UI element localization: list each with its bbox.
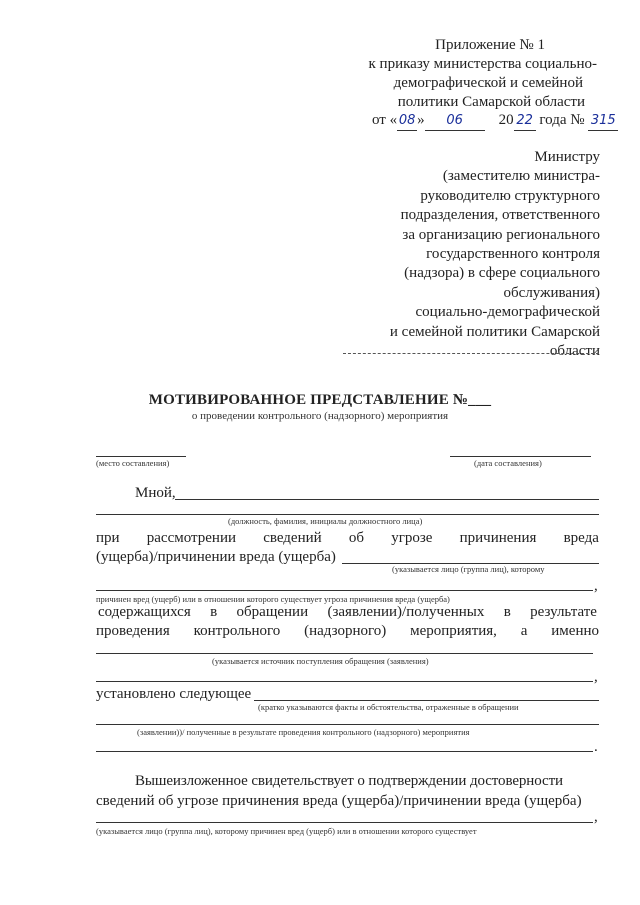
conclusion-blank-line (96, 822, 593, 823)
source-caption: (указывается источник поступления обращения (заявления) (212, 656, 429, 666)
word: результате (530, 604, 597, 620)
word: при (96, 530, 120, 546)
conclusion-line-2: сведений об угрозе причинения вреда (ущерба)/причинении вреда (ущерба) (96, 793, 582, 809)
word: (заявлении)/полученных (327, 604, 485, 620)
addressee-line: социально-демографической (415, 304, 600, 321)
addressee-block (390, 148, 600, 361)
word: (надзорного) (304, 623, 387, 639)
addressee-line: Министру (534, 149, 600, 165)
word: сведений (263, 530, 322, 546)
date-year-prefix: 20 (498, 112, 514, 128)
official-line-1 (175, 499, 599, 500)
appendix-line-1: Приложение № 1 (435, 37, 545, 53)
word: рассмотрении (146, 530, 236, 546)
comma-3: , (594, 809, 598, 825)
by-me-label: Мной, (135, 485, 176, 501)
word: а (520, 623, 528, 639)
addressee-line: области (549, 343, 600, 360)
person-caption: (указывается лицо (группа лиц), которому (392, 564, 545, 574)
word: контрольного (193, 623, 281, 639)
conclusion-line-1: Вышеизложенное свидетельствует о подтверждении достоверности (135, 773, 563, 789)
addressee-line: за организацию регионального (402, 226, 600, 243)
word: обращении (236, 604, 309, 620)
source-line-2 (96, 681, 593, 682)
facts-caption: (кратко указываются факты и обстоятельства, отраженные в обращении (258, 702, 519, 712)
date-day-handwritten: 08 (397, 112, 417, 131)
word: причинения (459, 530, 537, 546)
addressee-line: подразделения, ответственного (400, 207, 600, 224)
addressee-line: (надзора) в сфере социального (404, 265, 600, 282)
comma-2: , (594, 669, 598, 685)
place-line (96, 456, 186, 457)
word: именно (551, 623, 599, 639)
word: об (348, 530, 364, 546)
date-month-handwritten: 06 (425, 112, 485, 131)
date-year-handwritten: 22 (514, 112, 536, 131)
established-label: установлено следующее (96, 686, 252, 702)
source-line (96, 653, 593, 654)
date-caption: (дата составления) (474, 458, 542, 468)
date-mid: » (417, 112, 425, 128)
facts-line-2 (96, 724, 599, 725)
harm-subject-line (96, 590, 593, 591)
appendix-line-2: к приказу министерства социально- (368, 56, 597, 72)
word: в (503, 604, 511, 620)
addressee-line: обслуживания) (503, 284, 600, 301)
facts-line-3 (96, 751, 593, 752)
word: в (210, 604, 218, 620)
facts-line (254, 700, 599, 701)
addressee-line: государственного контроля (426, 246, 600, 263)
place-caption: (место составления) (96, 458, 170, 468)
document-subtitle: о проведении контрольного (надзорного) мероприятия (191, 410, 449, 422)
conduct-line (96, 622, 599, 640)
word: мероприятия, (410, 623, 497, 639)
date-suffix: года № (539, 112, 585, 128)
period: . (594, 739, 598, 755)
date-line (450, 456, 591, 457)
addressee-signature-line (343, 353, 599, 354)
document-title: МОТИВИРОВАННОЕ ПРЕДСТАВЛЕНИЕ №___ (148, 392, 492, 408)
harm-line-text: (ущерба)/причинении вреда (ущерба) (96, 549, 336, 565)
addressee-line: руководителю структурного (420, 187, 600, 204)
appendix-line-4: политики Самарской области (397, 94, 585, 110)
date-prefix: от « (372, 112, 398, 128)
facts-caption-2: (заявлении))/ полученные в результате проведения контрольного (надзорного) мероприятия (137, 727, 470, 737)
official-line-2 (96, 514, 599, 515)
comma-1: , (594, 578, 598, 594)
word: вреда (563, 530, 599, 546)
harm-caption: причинен вред (ущерб) или в отношении которого существует угроза причинения вреда (ущерба) (96, 594, 450, 604)
word: угрозе (391, 530, 433, 546)
addressee-line: и семейной политики Самарской (389, 323, 600, 340)
word: проведения (96, 623, 170, 639)
consider-line (96, 529, 599, 547)
appendix-line-3: демографической и семейной (393, 75, 583, 91)
addressee-line: (заместителю министра- (442, 168, 600, 185)
appendix-date-line (372, 111, 618, 131)
word: содержащихся (98, 604, 191, 620)
bottom-caption: (указывается лицо (группа лиц), которому причинен вред (ущерб) или в отношении которого существует (96, 826, 477, 836)
contained-line (98, 603, 597, 621)
official-caption: (должность, фамилия, инициалы должностного лица) (228, 516, 423, 526)
order-number-handwritten: 315 (588, 112, 618, 131)
